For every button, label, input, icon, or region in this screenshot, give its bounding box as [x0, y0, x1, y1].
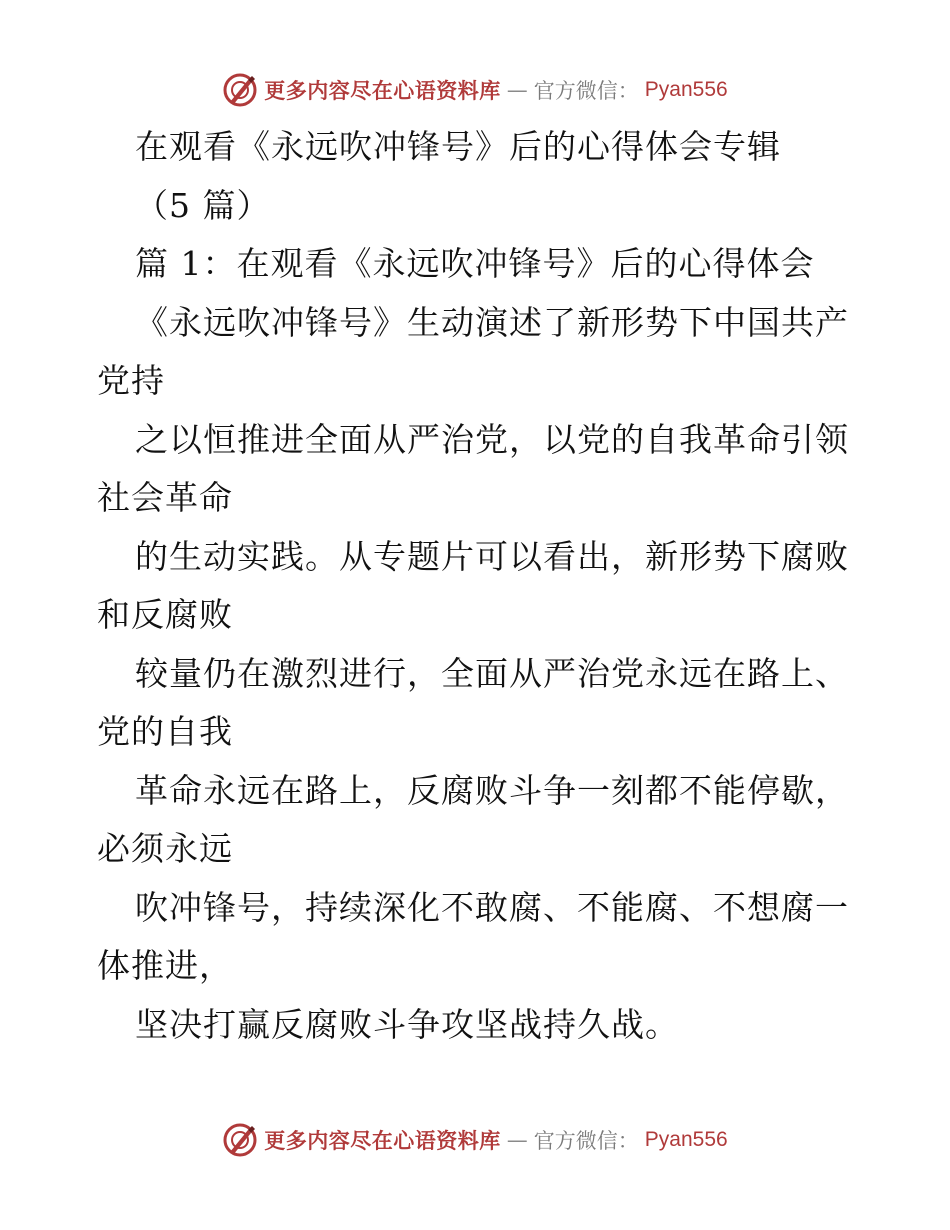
paragraph-line: 必须永远: [97, 829, 233, 868]
header-banner: [0, 70, 950, 110]
wechat-id: Pyan556: [644, 78, 728, 101]
footer-banner: [0, 1120, 950, 1160]
section-heading: 篇 1：在观看《永远吹冲锋号》后的心得体会: [135, 244, 815, 283]
paragraph-line: 坚决打赢反腐败斗争攻坚战持久战。: [135, 1004, 679, 1044]
wechat-label: 官方微信：: [533, 1129, 639, 1153]
paragraph-line: 《永远吹冲锋号》生动演述了新形势下中国共产: [135, 302, 849, 342]
banner-separator: —: [506, 1128, 528, 1152]
wechat-label: 官方微信：: [533, 79, 639, 103]
paragraph-line: 的生动实践。从专题片可以看出，新形势下腐败: [135, 536, 849, 576]
document-title: 在观看《永远吹冲锋号》后的心得体会专辑: [135, 127, 781, 166]
paragraph-line: 党持: [97, 361, 165, 400]
logo-icon: [222, 72, 258, 108]
document-subtitle: （5 篇）: [135, 185, 271, 225]
paragraph-line: 革命永远在路上，反腐败斗争一刻都不能停歇，: [135, 770, 849, 810]
paragraph-line: 和反腐败: [97, 595, 233, 634]
site-name: 更多内容尽在心语资料库: [264, 1129, 501, 1153]
logo-icon: [222, 1122, 258, 1158]
paragraph-line: 党的自我: [97, 712, 233, 751]
paragraph-line: 较量仍在激烈进行，全面从严治党永远在路上、: [135, 653, 849, 693]
paragraph-line: 社会革命: [97, 478, 233, 517]
banner-separator: —: [506, 78, 528, 102]
wechat-id: Pyan556: [644, 1128, 728, 1151]
paragraph-line: 吹冲锋号，持续深化不敢腐、不能腐、不想腐一: [135, 887, 849, 927]
document-body: [97, 118, 857, 1054]
paragraph-line: 之以恒推进全面从严治党，以党的自我革命引领: [135, 419, 849, 459]
site-name: 更多内容尽在心语资料库: [264, 79, 501, 103]
paragraph-line: 体推进，: [97, 946, 233, 985]
